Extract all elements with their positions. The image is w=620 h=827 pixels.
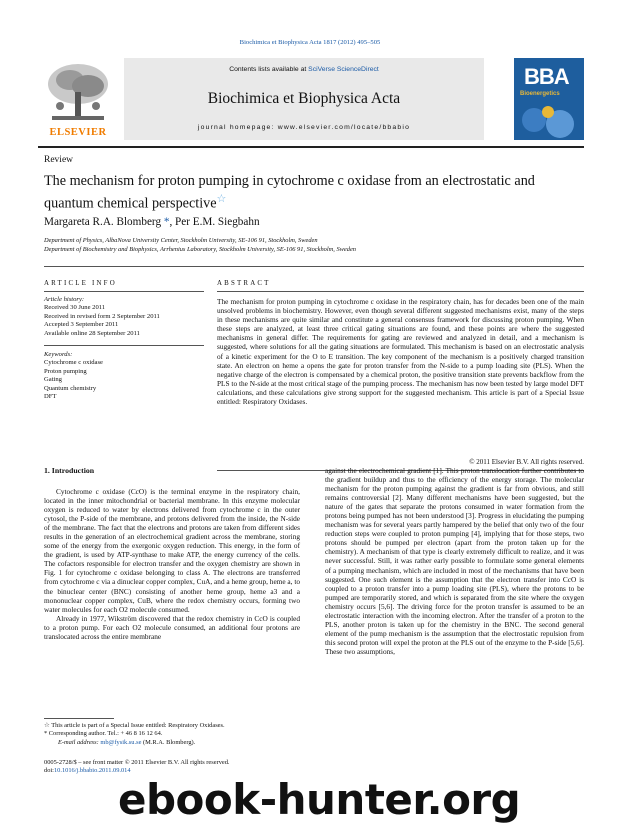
history-label: Article history: <box>44 296 85 303</box>
author-separator: , <box>169 216 176 228</box>
journal-homepage[interactable]: journal homepage: www.elsevier.com/locate/bbabio <box>197 124 411 131</box>
history-item: Received 30 June 2011 <box>44 304 106 312</box>
title-footnote-star-icon[interactable]: ☆ <box>216 193 227 205</box>
journal-citation-link[interactable]: Biochimica et Biophysica Acta 1817 (2012) 495–505 <box>239 39 381 46</box>
journal-masthead <box>38 58 584 140</box>
keyword-item: Quantum chemistry <box>44 384 97 392</box>
article-title <box>44 172 584 213</box>
masthead-rule <box>38 146 584 148</box>
elsevier-logo <box>38 58 118 140</box>
body-paragraph: against the electrochemical gradient [1]. This proton translocation further contributes to the gradient buildup and thus to the efficiency of the energy storage. The molecular mechanism for the proton pumping against the gradient is far from obvious, and still remains controversial [2]. Many different mechanisms have been suggested, but the nature of the gates that separate the protons consumed in water formation from the protons being pumped has not been understood [3]. Progress in elucidating the pumping mechanism was for several years partly hampered by the belief that only two of the four reduction steps were coupled to proton pumping [4], implying that for those steps, two protons should be pumped per electron (apart from the proton taken up for the chemistry). A mechanism of that type is clearly extremely difficult to realize, and it was never successful. Still, it was rather early possible to formulate some general elements of a pumping mechanism, which are included in most of the mechanisms that have been suggested. One such element is the assumption that the electron transfer into CcO is coupled to a proton transfer into a pump loading site (PLS), where the protons to be pumped are temporarily stored, and which is separated from the site where the oxygen chemistry occurs [5,6]. The driving force for the proton transfer is assumed to be an electrostatic interaction with the incoming electron. After the transfer of a proton to the PLS, another proton is taken up for the chemistry in the BNC. The second general element of the pump mechanism is the assumption that the electrostatic repulsion from this second proton will expel the proton at the PLS out of the enzyme to the P-side [5,6]. These two assumptions, <box>325 466 584 656</box>
author-name: Margareta R.A. Blomberg <box>44 216 162 228</box>
bba-cover-image <box>514 58 584 140</box>
issn-line: 0005-2728/$ – see front matter © 2011 Elsevier B.V. All rights reserved. <box>44 759 230 766</box>
footnote-email <box>44 739 300 747</box>
elsevier-tree-icon <box>38 58 118 128</box>
footnotes <box>44 722 300 747</box>
keyword-item: Proton pumping <box>44 367 87 375</box>
abstract-text: The mechanism for proton pumping in cytochrome c oxidase in the respiratory chain, has for decades been one of the main unsolved problems in biochemistry. However, even though several different suggested mechanisms exist, many of the steps in these mechanisms are quite similar and constitute a general consensus framework for discussing proton pumping. When these steps are analyzed, at least three critical gating situations are found, and these points are where the suggested mechanisms in general differ. The requirements for gating are reviewed and analyzed in detail, and a mechanism is suggested, where solutions for all the gating situations are formulated. This mechanism is based on an electrostatic analysis of a kinetic experiment for the O to E transition. The key component of the mechanism is a positively charged transition state. An electron on heme a opens the gate for proton transfer from the N-side to a pump loading site (PLS). When the negative charge of the electron is compensated by a chemical proton, the positive transition state prevents backflow from the PLS to the N-side at the most critical stage of the pumping process. The mechanism has now been tested by large model DFT calculations, and these calculations give strong support for the suggested mechanism. This article is part of a Special Issue entitled: Respiratory Oxidases. <box>217 297 584 407</box>
article-title-text: The mechanism for proton pumping in cytochrome c oxidase from an electrostatic and quantum chemical perspective <box>44 173 535 212</box>
author-list <box>44 216 260 228</box>
section-heading: 1. Introduction <box>44 466 95 475</box>
article-type: Review <box>44 155 74 165</box>
footnote: ☆ This article is part of a Special Issue entitled: Respiratory Oxidases. <box>44 722 225 729</box>
doi-prefix: doi: <box>44 767 54 775</box>
keyword-item: Gating <box>44 376 62 384</box>
keyword-item: DFT <box>44 393 57 401</box>
footnote: * Corresponding author. Tel.: + 46 8 16 12 64. <box>44 730 163 738</box>
article-info-heading: ARTICLE INFO <box>44 280 117 287</box>
body-column-right <box>325 466 584 656</box>
footnote-rule <box>44 718 114 719</box>
section-rule <box>44 266 584 267</box>
email-suffix: (M.R.A. Blomberg). <box>141 738 196 746</box>
history-item: Received in revised form 2 September 2011 <box>44 312 160 320</box>
body-column-left <box>44 487 300 641</box>
issn-doi <box>44 759 300 776</box>
email-label: E-mail address: <box>58 738 101 746</box>
bba-logo: BBA <box>524 64 569 89</box>
body-paragraph: Already in 1977, Wikström discovered that the redox chemistry in CcO is coupled to a proton pump. For each O2 molecule consumed, an additional four protons are translocated across the entire membrane <box>44 613 300 641</box>
sciencedirect-link[interactable]: SciVerse ScienceDirect <box>308 66 379 73</box>
elsevier-wordmark: ELSEVIER <box>49 127 107 138</box>
watermark-text: ebook-hunter.org <box>118 775 521 824</box>
info-rule <box>44 291 204 292</box>
contents-prefix: Contents lists available at <box>229 66 309 73</box>
journal-title: Biochimica et Biophysica Acta <box>207 90 401 107</box>
masthead-panel <box>124 58 484 140</box>
article-history <box>44 296 204 338</box>
contents-availability <box>124 66 484 73</box>
history-item: Available online 28 September 2011 <box>44 329 140 337</box>
keywords-label: Keywords: <box>44 351 73 358</box>
author-name: Per E.M. Siegbahn <box>175 216 260 228</box>
email-link[interactable]: mb@fysik.su.se <box>100 738 142 746</box>
affiliation: Department of Biochemistry and Biophysics, Arrhenius Laboratory, Stockholm University, SE-106 91, Stockholm, Sweden <box>44 246 356 253</box>
doi-link[interactable]: 10.1016/j.bbabio.2011.09.014 <box>53 767 131 775</box>
keyword-item: Cytochrome c oxidase <box>44 359 103 367</box>
info-rule <box>44 345 204 346</box>
bba-subtitle: Bioenergetics <box>520 91 560 97</box>
history-item: Accepted 3 September 2011 <box>44 321 119 329</box>
abstract-rule <box>217 291 584 292</box>
cover-graphic-icon <box>514 100 584 140</box>
corresponding-author-mark[interactable]: * <box>163 216 170 228</box>
abstract-copyright: © 2011 Elsevier B.V. All rights reserved. <box>469 458 584 466</box>
body-paragraph: Cytochrome c oxidase (CcO) is the terminal enzyme in the respiratory chain, located in the inner mitochondrial or bacterial membrane. In this enzyme molecular oxygen is reduced to water by electrons delivered from cytochrome c in the outer cytosol, the P-side of the membrane, and protons delivered from the inside, the N-side of the membrane. The fact that the electrons and protons are taken from different sides results in the generation of an electrochemical gradient across the membrane, storing some of the energy from the exergonic oxygen reduction. This energy, in the form of the gradient, is used by ATP-synthase to make ATP, the energy currency of the cells. The cofactors responsible for electron transfer and the oxygen chemistry are shown in Fig. 1 for cytochrome c oxidase belonging to class A. The electrons are transferred from cytochrome c via a dinuclear copper complex, CuA, and a heme group, heme a, to the binuclear center (BNC) consisting of another heme group, heme a3 and a mononuclear copper complex, CuB, where the redox chemistry occurs, forming two water molecules for each O2 molecule consumed. <box>44 487 300 614</box>
abstract-heading: ABSTRACT <box>217 280 271 287</box>
keywords <box>44 351 204 401</box>
affiliation: Department of Physics, AlbaNova University Center, Stockholm University, SE-106 91, Stockholm, Sweden <box>44 237 318 244</box>
